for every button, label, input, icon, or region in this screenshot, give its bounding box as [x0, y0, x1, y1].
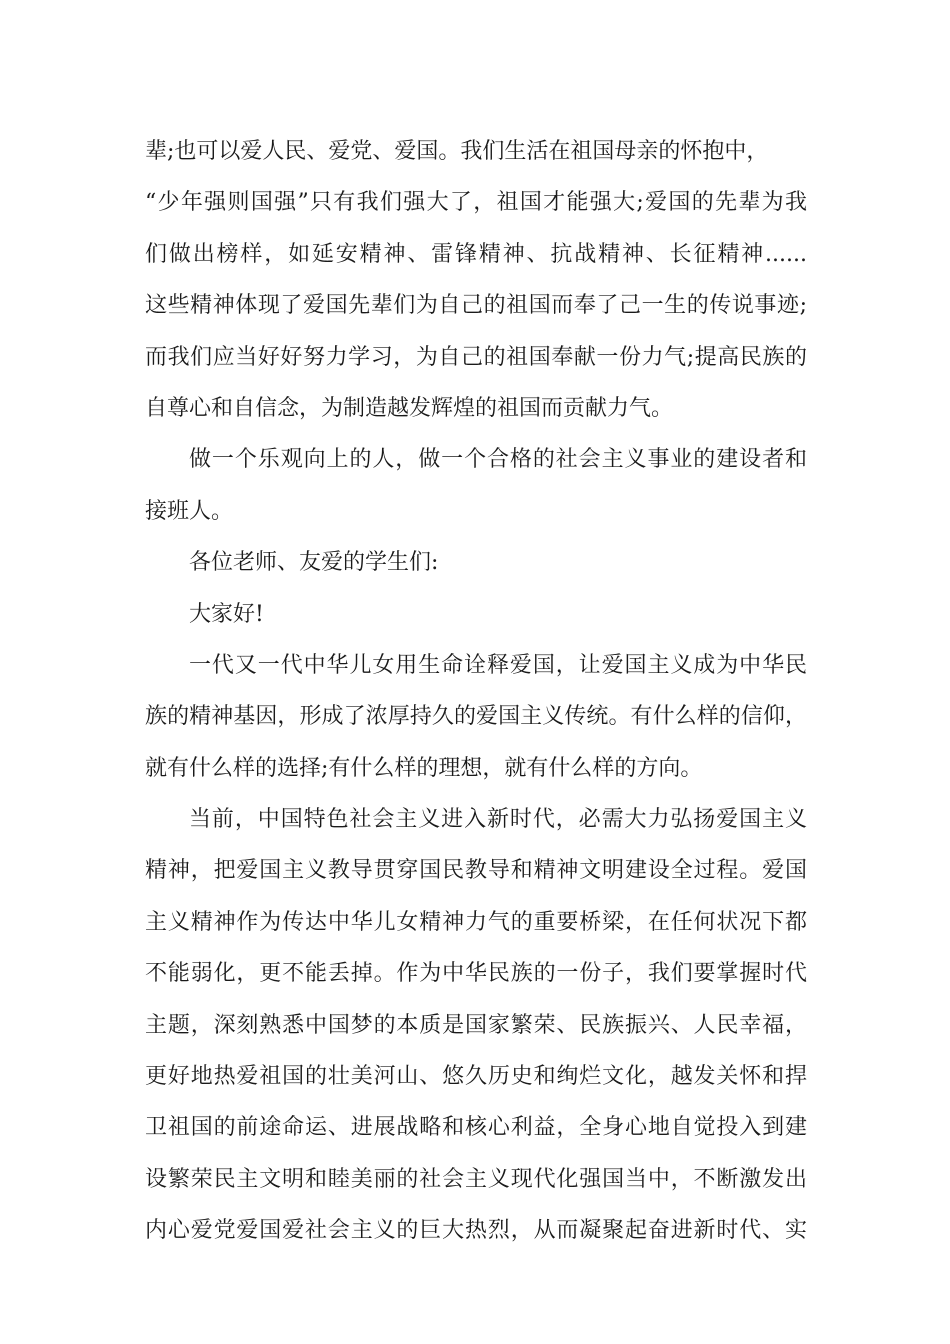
text-line: 不能弱化，更不能丢掉。作为中华民族的一份子，我们要掌握时代: [145, 961, 807, 987]
text-line: 就有什么样的选择;有什么样的理想，就有什么样的方向。: [145, 755, 703, 781]
text-line: 各位老师、友爱的学生们:: [189, 550, 439, 576]
text-line: 们做出榜样，如延安精神、雷锋精神、抗战精神、长征精神......: [145, 241, 807, 267]
text-line: 卫祖国的前途命运、进展战略和核心利益，全身心地自觉投入到建: [145, 1115, 807, 1141]
text-line: 精神，把爱国主义教导贯穿国民教导和精神文明建设全过程。爱国: [145, 858, 807, 884]
text-line: 自尊心和自信念，为制造越发辉煌的祖国而贡献力气。: [145, 395, 674, 421]
text-line: 族的精神基因，形成了浓厚持久的爱国主义传统。有什么样的信仰，: [145, 704, 807, 730]
document-body: [145, 126, 807, 1257]
text-line: 而我们应当好好努力学习，为自己的祖国奉献一份力气;提高民族的: [145, 344, 807, 370]
text-line: 当前，中国特色社会主义进入新时代，必需大力弘扬爱国主义: [189, 807, 807, 833]
text-line: 设繁荣民主文明和睦美丽的社会主义现代化强国当中，不断激发出: [145, 1166, 807, 1192]
text-line: 大家好!: [189, 601, 264, 627]
text-line: 内心爱党爱国爱社会主义的巨大热烈，从而凝聚起奋进新时代、实: [145, 1218, 807, 1244]
text-line: 更好地热爱祖国的壮美河山、悠久历史和绚烂文化，越发关怀和捍: [145, 1064, 807, 1090]
text-line: 辈;也可以爱人民、爱党、爱国。我们生活在祖国母亲的怀抱中，: [145, 139, 769, 164]
text-line: 接班人。: [145, 498, 234, 524]
text-line: 一代又一代中华儿女用生命诠释爱国，让爱国主义成为中华民: [189, 652, 807, 678]
text-line: “少年强则国强”只有我们强大了，祖国才能强大;爱国的先辈为我: [145, 190, 807, 216]
text-line: 这些精神体现了爱国先辈们为自己的祖国而奉了己一生的传说事迹;: [145, 293, 807, 319]
text-line: 主义精神作为传达中华儿女精神力气的重要桥梁，在任何状况下都: [145, 909, 807, 935]
text-line: 主题，深刻熟悉中国梦的本质是国家繁荣、民族振兴、人民幸福，: [145, 1012, 807, 1038]
text-line: 做一个乐观向上的人，做一个合格的社会主义事业的建设者和: [189, 447, 807, 473]
